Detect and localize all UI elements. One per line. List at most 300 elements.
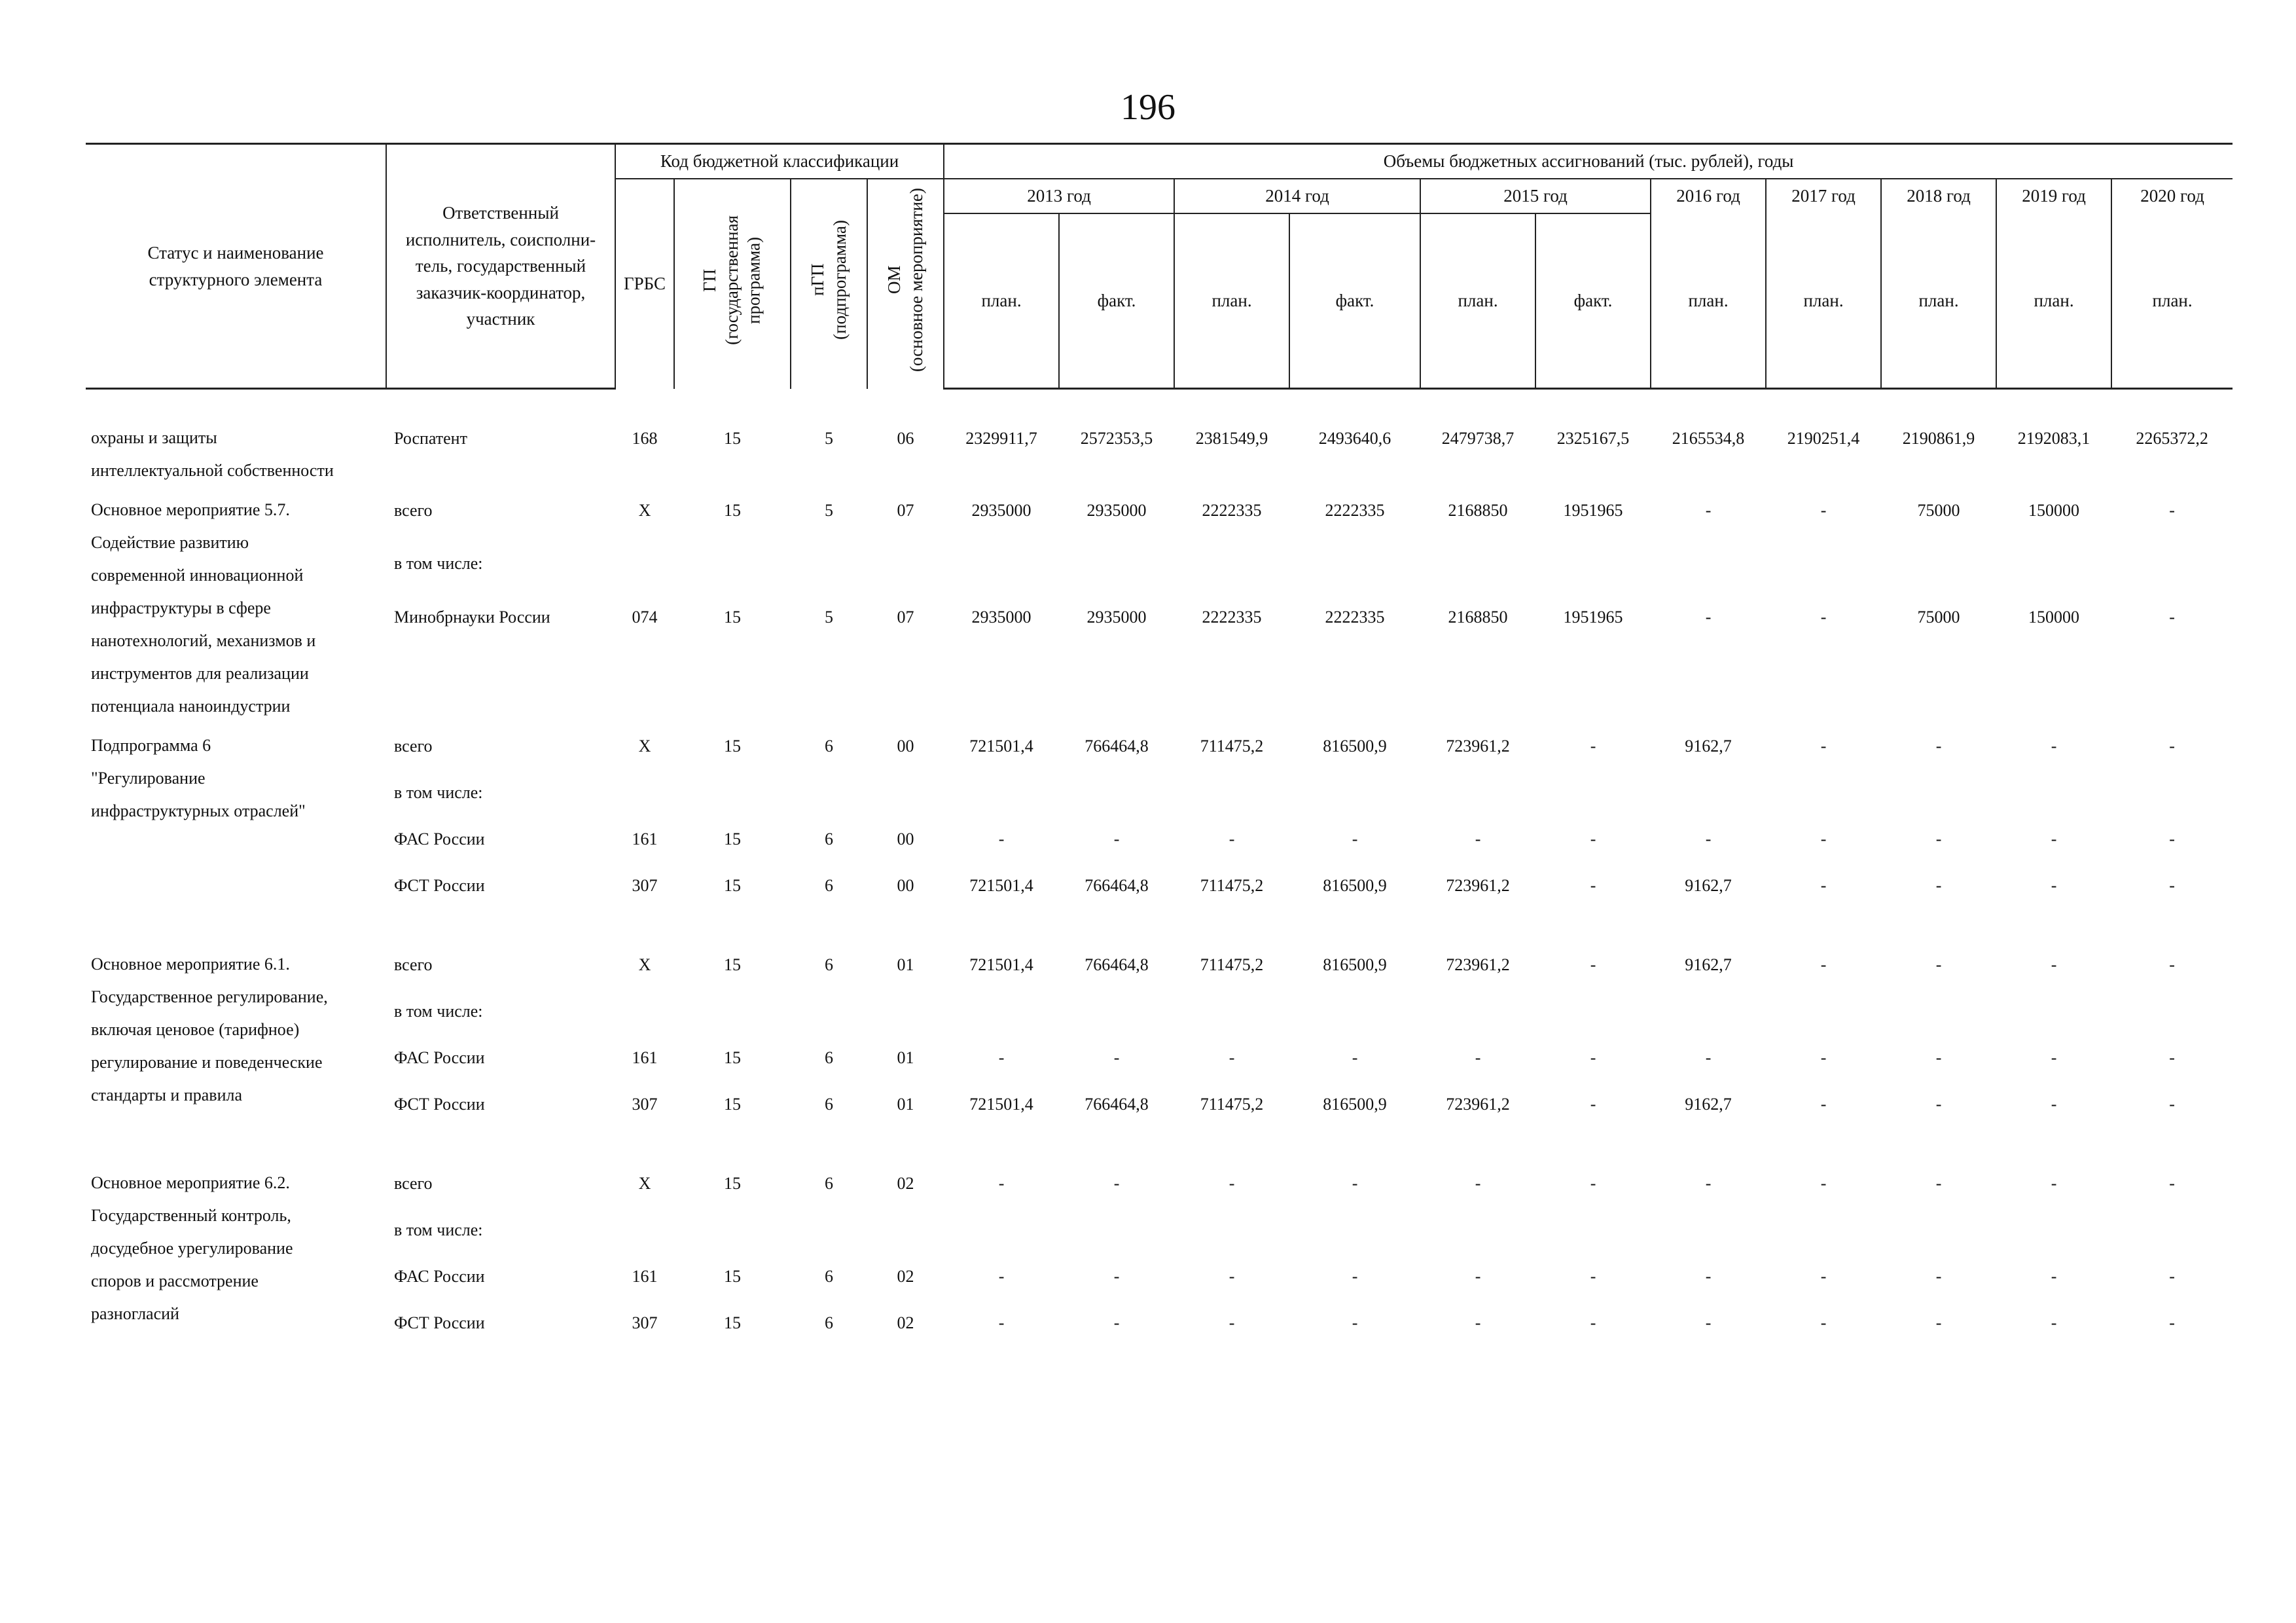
row-value: 723961,2: [1446, 1094, 1510, 1114]
row-value: -: [1935, 1313, 1942, 1332]
row-value: -: [1590, 1266, 1596, 1286]
row-value: 816500,9: [1323, 875, 1387, 895]
row-value: -: [2169, 500, 2175, 520]
row-value: 75000: [1917, 500, 1960, 520]
row-value: [1996, 988, 2111, 1034]
row-grbs: 307: [632, 1094, 658, 1114]
row-value: -: [1352, 1173, 1358, 1193]
row-value: 816500,9: [1323, 1094, 1387, 1114]
row-value: -: [998, 829, 1005, 848]
row-value: -: [1113, 1266, 1120, 1286]
row-value: -: [1820, 955, 1827, 974]
row-value: -: [2169, 829, 2175, 848]
row-value: -: [1705, 1266, 1712, 1286]
table-row: [86, 594, 2233, 647]
row-value: 9162,7: [1685, 955, 1732, 974]
header-year-2013: 2013 год: [944, 179, 1174, 213]
row-gp: 15: [724, 1094, 741, 1114]
row-value: -: [2051, 1173, 2057, 1193]
row-pgp: [791, 1207, 867, 1253]
row-value: 2190251,4: [1787, 428, 1860, 448]
row-value: -: [2169, 1173, 2175, 1193]
row-value: -: [1705, 500, 1712, 520]
row-value: [1535, 769, 1651, 816]
row-value: -: [1590, 1173, 1596, 1193]
row-executor: ФАС России: [394, 829, 485, 848]
table-row: [86, 988, 2233, 1034]
row-value: [1420, 988, 1535, 1034]
table-header: [86, 144, 2233, 389]
table-row: [86, 941, 2233, 988]
row-gp: 15: [724, 1048, 741, 1067]
row-value: [1881, 769, 1996, 816]
row-value: 2165534,8: [1672, 428, 1745, 448]
row-value: 2168850: [1448, 500, 1508, 520]
row-value: -: [1820, 875, 1827, 895]
budget-table: [86, 143, 2233, 1379]
row-value: 721501,4: [969, 736, 1033, 756]
row-gp: 15: [724, 1173, 741, 1193]
row-value: 2493640,6: [1318, 428, 1391, 448]
row-value: -: [1475, 1313, 1481, 1332]
header-year-2014: 2014 год: [1174, 179, 1420, 213]
row-status: Основное мероприятие 6.1. Государственное регулирование, включая ценовое (тарифное) регулирование и поведенческие стандарты и правила: [91, 954, 328, 1104]
header-executor: Ответственный исполнитель, соисполни- тель, государственный заказчик-координатор, участник: [386, 144, 615, 389]
table-row: [86, 1207, 2233, 1253]
row-value: -: [1935, 1094, 1942, 1114]
row-value: -: [2169, 1048, 2175, 1067]
row-value: -: [1590, 875, 1596, 895]
row-status: Основное мероприятие 6.2. Государственный контроль, досудебное урегулирование споров и рассмотрение разногласий: [91, 1173, 293, 1323]
row-value: -: [1820, 1048, 1827, 1067]
row-value: [1535, 1207, 1651, 1253]
row-value: 2479738,7: [1441, 428, 1515, 448]
row-value: 2222335: [1325, 500, 1385, 520]
table-row: [86, 1034, 2233, 1081]
row-value: [1651, 988, 1766, 1034]
row-value: -: [1475, 829, 1481, 848]
row-gp: 15: [724, 1313, 741, 1332]
row-value: -: [1820, 829, 1827, 848]
row-value: -: [1820, 1173, 1827, 1193]
row-value: 766464,8: [1085, 875, 1149, 895]
row-executor: ФСТ России: [394, 875, 485, 895]
row-value: 2572353,5: [1080, 428, 1153, 448]
row-value: 711475,2: [1200, 955, 1264, 974]
row-value: [1059, 540, 1174, 594]
row-value: 816500,9: [1323, 736, 1387, 756]
row-value: 2325167,5: [1556, 428, 1630, 448]
row-value: -: [1475, 1048, 1481, 1067]
row-value: -: [1590, 829, 1596, 848]
row-om: 01: [897, 1094, 914, 1114]
row-value: 2935000: [1086, 500, 1147, 520]
row-status: охраны и защиты интеллектуальной собственности: [91, 428, 334, 480]
row-value: -: [2051, 1094, 2057, 1114]
row-value: 723961,2: [1446, 955, 1510, 974]
row-pgp: [791, 988, 867, 1034]
row-value: -: [1352, 1266, 1358, 1286]
row-executor: в том числе:: [394, 782, 483, 802]
table-row: [86, 1300, 2233, 1346]
row-value: 2222335: [1202, 500, 1262, 520]
row-grbs: 161: [632, 829, 658, 848]
row-value: [1059, 769, 1174, 816]
row-value: 766464,8: [1085, 736, 1149, 756]
row-grbs: [615, 988, 674, 1034]
row-value: 2190861,9: [1902, 428, 1975, 448]
header-year-2019: 2019 год: [1996, 179, 2111, 213]
row-grbs: 161: [632, 1048, 658, 1067]
row-om: [867, 1207, 944, 1253]
row-value: -: [1935, 1048, 1942, 1067]
row-value: [1535, 540, 1651, 594]
row-pgp: 6: [825, 1048, 833, 1067]
row-value: -: [1705, 607, 1712, 627]
row-value: [1535, 988, 1651, 1034]
header-year-2020: 2020 год: [2111, 179, 2233, 213]
row-om: 06: [897, 428, 914, 448]
row-gp: 15: [724, 607, 741, 627]
row-executor: ФСТ России: [394, 1094, 485, 1114]
row-value: [944, 1207, 1059, 1253]
row-grbs: X: [638, 736, 651, 756]
row-value: 711475,2: [1200, 875, 1264, 895]
table-row: [86, 723, 2233, 769]
row-value: -: [998, 1313, 1005, 1332]
row-value: -: [2051, 1266, 2057, 1286]
row-value: 1951965: [1563, 607, 1623, 627]
header-plan-2020: план.: [2111, 213, 2233, 389]
row-value: 711475,2: [1200, 1094, 1264, 1114]
row-value: [1174, 988, 1289, 1034]
header-status: Статус и наименование структурного элемента: [86, 144, 386, 389]
row-value: [1766, 1207, 1881, 1253]
row-value: [1996, 540, 2111, 594]
row-value: [1420, 769, 1535, 816]
row-value: -: [1820, 1094, 1827, 1114]
row-gp: [674, 540, 791, 594]
row-gp: 15: [724, 875, 741, 895]
table-row: [86, 862, 2233, 909]
row-value: [1289, 769, 1420, 816]
row-value: 150000: [2028, 500, 2080, 520]
row-value: 2168850: [1448, 607, 1508, 627]
row-value: 766464,8: [1085, 1094, 1149, 1114]
row-value: 723961,2: [1446, 875, 1510, 895]
row-value: -: [2051, 1313, 2057, 1332]
row-status: Основное мероприятие 5.7. Содействие развитию современной инновационной инфраструктуры в сфере нанотехнологий, механизмов и инструментов для реализации потенциала наноиндустрии: [91, 500, 316, 716]
row-value: [1174, 769, 1289, 816]
row-gp: 15: [724, 736, 741, 756]
row-value: 766464,8: [1085, 955, 1149, 974]
row-value: -: [1229, 829, 1235, 848]
row-value: [2111, 1207, 2233, 1253]
row-value: -: [1705, 829, 1712, 848]
header-year-2018: 2018 год: [1881, 179, 1996, 213]
row-pgp: 5: [825, 428, 833, 448]
row-value: -: [998, 1048, 1005, 1067]
row-value: -: [1590, 1313, 1596, 1332]
row-value: [1420, 1207, 1535, 1253]
row-value: [944, 988, 1059, 1034]
row-value: -: [1352, 1048, 1358, 1067]
row-value: [1059, 1207, 1174, 1253]
table-row: [86, 1081, 2233, 1127]
row-value: 2329911,7: [965, 428, 1037, 448]
row-value: -: [2051, 875, 2057, 895]
row-executor: ФАС России: [394, 1048, 485, 1067]
row-value: -: [1475, 1173, 1481, 1193]
row-value: -: [1229, 1266, 1235, 1286]
row-pgp: 6: [825, 1173, 833, 1193]
row-om: [867, 988, 944, 1034]
row-value: 9162,7: [1685, 736, 1732, 756]
row-value: [1174, 540, 1289, 594]
row-pgp: 6: [825, 736, 833, 756]
row-value: [1059, 988, 1174, 1034]
row-value: [1881, 988, 1996, 1034]
header-fact-2014: факт.: [1289, 213, 1420, 389]
header-code-group: Код бюджетной классификации: [615, 144, 944, 179]
row-value: [2111, 769, 2233, 816]
row-value: -: [1229, 1048, 1235, 1067]
row-grbs: [615, 540, 674, 594]
row-om: 02: [897, 1313, 914, 1332]
row-value: 150000: [2028, 607, 2080, 627]
row-value: -: [2051, 829, 2057, 848]
row-value: -: [1820, 1266, 1827, 1286]
row-value: -: [2169, 1266, 2175, 1286]
row-value: [1289, 988, 1420, 1034]
row-value: -: [998, 1173, 1005, 1193]
row-value: [1766, 988, 1881, 1034]
row-gp: 15: [724, 428, 741, 448]
row-value: -: [1820, 500, 1827, 520]
row-value: [944, 769, 1059, 816]
row-value: 2192083,1: [2017, 428, 2090, 448]
row-om: 01: [897, 1048, 914, 1067]
row-executor: всего: [394, 736, 433, 756]
table-row: [86, 540, 2233, 594]
row-value: 75000: [1917, 607, 1960, 627]
table-row: [86, 415, 2233, 487]
row-om: 00: [897, 736, 914, 756]
row-gp: [674, 1207, 791, 1253]
row-pgp: [791, 769, 867, 816]
row-grbs: X: [638, 955, 651, 974]
row-value: -: [1705, 1048, 1712, 1067]
table-row: [86, 769, 2233, 816]
row-value: -: [1590, 955, 1596, 974]
header-plan-2018: план.: [1881, 213, 1996, 389]
row-grbs: 307: [632, 1313, 658, 1332]
row-value: -: [1935, 875, 1942, 895]
row-grbs: X: [638, 500, 651, 520]
row-gp: [674, 988, 791, 1034]
header-plan-2015: план.: [1420, 213, 1535, 389]
row-value: [1996, 769, 2111, 816]
row-value: [1420, 540, 1535, 594]
row-om: [867, 540, 944, 594]
row-grbs: [615, 1207, 674, 1253]
header-plan-2014: план.: [1174, 213, 1289, 389]
row-value: -: [1113, 829, 1120, 848]
row-grbs: X: [638, 1173, 651, 1193]
row-pgp: 5: [825, 607, 833, 627]
row-value: -: [1820, 736, 1827, 756]
header-fact-2015: факт.: [1535, 213, 1651, 389]
row-value: 2222335: [1325, 607, 1385, 627]
row-value: -: [998, 1266, 1005, 1286]
row-om: [867, 769, 944, 816]
row-grbs: 307: [632, 875, 658, 895]
header-pgp: пГП (подпрограмма): [791, 179, 867, 389]
row-value: [1881, 540, 1996, 594]
row-om: 07: [897, 607, 914, 627]
row-executor: Минобрнауки России: [394, 607, 550, 627]
row-value: 721501,4: [969, 875, 1033, 895]
row-value: 2935000: [1086, 607, 1147, 627]
row-value: [1766, 540, 1881, 594]
header-plan-2017: план.: [1766, 213, 1881, 389]
row-pgp: 6: [825, 829, 833, 848]
row-pgp: 5: [825, 500, 833, 520]
row-gp: 15: [724, 500, 741, 520]
row-value: 2381549,9: [1195, 428, 1268, 448]
header-plan-2019: план.: [1996, 213, 2111, 389]
header-plan-2013: план.: [944, 213, 1059, 389]
row-value: -: [1820, 1313, 1827, 1332]
table-row: [86, 1160, 2233, 1207]
row-executor: в том числе:: [394, 554, 483, 574]
row-grbs: 168: [632, 428, 658, 448]
row-value: 711475,2: [1200, 736, 1264, 756]
row-value: [944, 540, 1059, 594]
row-pgp: 6: [825, 955, 833, 974]
row-value: -: [1705, 1313, 1712, 1332]
row-value: -: [1590, 736, 1596, 756]
row-value: -: [1705, 1173, 1712, 1193]
header-plan-2016: план.: [1651, 213, 1766, 389]
row-pgp: 6: [825, 1094, 833, 1114]
row-gp: 15: [724, 955, 741, 974]
row-gp: 15: [724, 829, 741, 848]
row-executor: в том числе:: [394, 1001, 483, 1021]
row-value: -: [1229, 1313, 1235, 1332]
row-om: 07: [897, 500, 914, 520]
header-om: ОМ (основное мероприятие): [867, 179, 944, 389]
row-executor: ФСТ России: [394, 1313, 485, 1332]
row-value: 9162,7: [1685, 1094, 1732, 1114]
row-grbs: [615, 769, 674, 816]
row-gp: 15: [724, 1266, 741, 1286]
row-value: -: [2169, 1094, 2175, 1114]
row-grbs: 161: [632, 1266, 658, 1286]
row-pgp: 6: [825, 1266, 833, 1286]
row-value: -: [1229, 1173, 1235, 1193]
row-value: 2222335: [1202, 607, 1262, 627]
row-value: -: [1935, 1173, 1942, 1193]
row-value: 2935000: [971, 500, 1031, 520]
header-year-2015: 2015 год: [1420, 179, 1651, 213]
row-value: -: [1352, 1313, 1358, 1332]
row-value: -: [1590, 1048, 1596, 1067]
row-value: -: [2169, 875, 2175, 895]
row-value: -: [1475, 1266, 1481, 1286]
row-value: 9162,7: [1685, 875, 1732, 895]
header-year-2017: 2017 год: [1766, 179, 1881, 213]
row-pgp: 6: [825, 875, 833, 895]
row-value: -: [1935, 955, 1942, 974]
row-value: -: [2169, 736, 2175, 756]
row-value: [1881, 1207, 1996, 1253]
row-value: -: [2051, 955, 2057, 974]
header-year-2016: 2016 год: [1651, 179, 1766, 213]
row-value: -: [1590, 1094, 1596, 1114]
row-executor: всего: [394, 500, 433, 520]
row-value: 2935000: [971, 607, 1031, 627]
row-value: -: [1935, 736, 1942, 756]
row-pgp: 6: [825, 1313, 833, 1332]
row-value: -: [2051, 736, 2057, 756]
row-value: 723961,2: [1446, 736, 1510, 756]
row-executor: в том числе:: [394, 1220, 483, 1239]
row-om: 00: [897, 875, 914, 895]
row-value: 721501,4: [969, 1094, 1033, 1114]
row-value: -: [2051, 1048, 2057, 1067]
row-value: [1174, 1207, 1289, 1253]
row-executor: ФАС России: [394, 1266, 485, 1286]
row-om: 01: [897, 955, 914, 974]
row-value: [1651, 769, 1766, 816]
row-value: [1766, 769, 1881, 816]
header-fact-2013: факт.: [1059, 213, 1174, 389]
row-pgp: [791, 540, 867, 594]
row-value: -: [1113, 1173, 1120, 1193]
row-om: 02: [897, 1266, 914, 1286]
row-executor: Роспатент: [394, 428, 467, 448]
row-value: -: [1352, 829, 1358, 848]
table-row: [86, 487, 2233, 541]
row-value: [1651, 540, 1766, 594]
row-value: -: [2169, 607, 2175, 627]
row-value: -: [2169, 1313, 2175, 1332]
row-value: [1996, 1207, 2111, 1253]
row-value: [2111, 988, 2233, 1034]
header-grbs: ГРБС: [615, 179, 674, 389]
row-value: 816500,9: [1323, 955, 1387, 974]
row-value: [1289, 1207, 1420, 1253]
row-value: -: [1113, 1048, 1120, 1067]
row-value: [1289, 540, 1420, 594]
table-body: [86, 389, 2233, 1379]
row-value: [2111, 540, 2233, 594]
row-value: 1951965: [1563, 500, 1623, 520]
row-om: 02: [897, 1173, 914, 1193]
header-gp: ГП (государственная программа): [674, 179, 791, 389]
row-value: -: [1820, 607, 1827, 627]
row-value: -: [2169, 955, 2175, 974]
row-gp: [674, 769, 791, 816]
table-row: [86, 816, 2233, 862]
row-value: -: [1935, 1266, 1942, 1286]
row-executor: всего: [394, 955, 433, 974]
row-value: 721501,4: [969, 955, 1033, 974]
row-grbs: 074: [632, 607, 658, 627]
row-executor: всего: [394, 1173, 433, 1193]
row-value: 2265372,2: [2136, 428, 2208, 448]
